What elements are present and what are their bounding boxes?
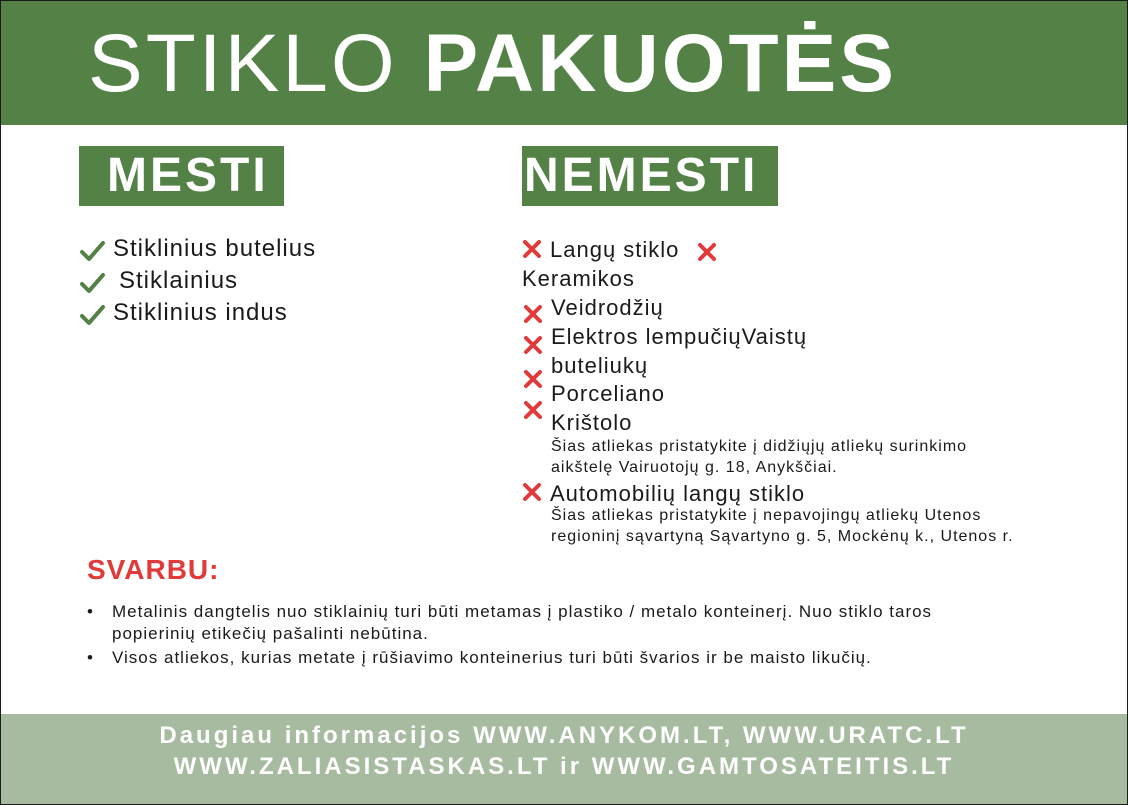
cross-icon: [522, 239, 542, 259]
cross-icon: [523, 369, 543, 389]
nemesti-item: Keramikos: [522, 266, 635, 291]
header-banner: [1, 1, 1127, 125]
nemesti-item: buteliukų: [551, 353, 649, 378]
note-line: Šias atliekas pristatykite į nepavojingų atliekų Utenos: [551, 507, 982, 524]
footer-links-line: WWW.ZALIASISTASKAS.LT ir WWW.GAMTOSATEITIS.LT: [173, 753, 955, 780]
note-line: Šias atliekas pristatykite į didžiųjų atliekų surinkimo: [551, 438, 968, 455]
check-icon: [79, 238, 105, 264]
nemesti-item: Veidrodžių: [551, 295, 664, 320]
note-line: regioninį sąvartyną Sąvartyno g. 5, Mockėnų k., Utenos r.: [551, 528, 1014, 545]
mesti-item: Stiklinius butelius: [113, 235, 317, 262]
mesti-item: Stiklainius: [119, 267, 239, 294]
mesti-heading: MESTI: [79, 146, 284, 206]
footer-links-line: Daugiau informacijos WWW.ANYKOM.LT, WWW.URATC.LT: [159, 722, 969, 749]
nemesti-item: Krištolo: [551, 410, 633, 435]
nemesti-item: Porceliano: [551, 381, 665, 406]
footer-banner: [1, 714, 1127, 804]
cross-icon: [523, 400, 543, 420]
cross-icon: [523, 335, 543, 355]
bullet-line: Metalinis dangtelis nuo stiklainių turi būti metamas į plastiko / metalo konteinerį. Nuo stiklo taros: [112, 602, 933, 621]
bullet-line: popierinių etikečių pašalinti nebūtina.: [112, 624, 429, 643]
cross-icon: [523, 304, 543, 324]
nemesti-heading: NEMESTI: [522, 146, 778, 206]
bullet-icon: •: [87, 602, 94, 621]
note-line: aikštelę Vairuotojų g. 18, Anykščiai.: [551, 459, 838, 476]
nemesti-item: Elektros lempučiųVaistų: [551, 324, 808, 349]
nemesti-item: Automobilių langų stiklo: [550, 481, 806, 506]
check-icon: [79, 270, 105, 296]
disposal-note: [551, 505, 1014, 547]
mesti-item: Stiklinius indus: [113, 299, 288, 326]
disposal-note: [551, 436, 967, 478]
bullet-line: Visos atliekos, kurias metate į rūšiavimo konteinerius turi būti švarios ir be maisto likučių.: [112, 648, 872, 667]
nemesti-item: Langų stiklo: [550, 237, 680, 262]
title-light: STIKLO: [88, 18, 398, 109]
page-title: [88, 19, 897, 109]
bullet-icon: •: [87, 648, 94, 667]
check-icon: [79, 302, 105, 328]
cross-icon: [522, 482, 542, 502]
svarbu-heading: SVARBU:: [87, 554, 220, 585]
title-bold: PAKUOTĖS: [423, 18, 897, 109]
cross-icon: [697, 242, 717, 262]
